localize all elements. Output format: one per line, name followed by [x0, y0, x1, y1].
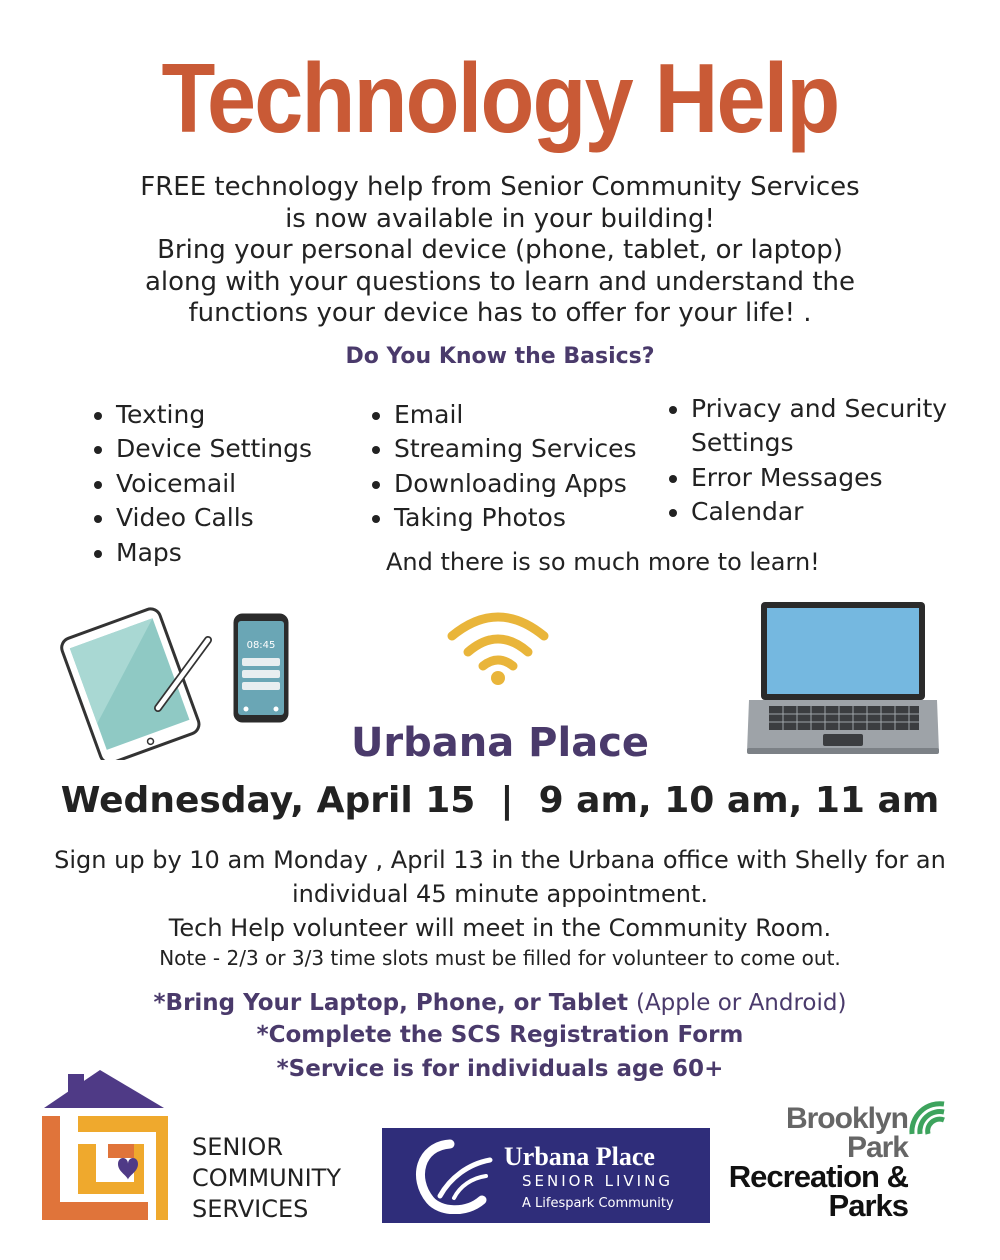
urbana-place-logo [382, 1128, 710, 1223]
topic-item: • Error Messages [691, 461, 991, 495]
topic-item: • Video Calls [116, 501, 312, 535]
signup-line: individual 45 minute appointment. [291, 880, 709, 908]
event-date-times [0, 780, 1000, 821]
topic-item: • Privacy and Security Settings [691, 392, 991, 461]
topic-item: • Taking Photos [394, 501, 636, 535]
topics-column-2 [368, 398, 636, 536]
topic-item: • Texting [116, 398, 312, 432]
intro-line: FREE technology help from Senior Community Services [140, 172, 860, 202]
urbana-swirl-icon [410, 1138, 500, 1214]
signup-line: Sign up by 10 am Monday , April 13 in the Urbana office with Shelly for an [54, 846, 946, 874]
wifi-icon [446, 608, 550, 688]
topic-item: • Device Settings [116, 432, 312, 466]
requirement-bring-device [0, 990, 1000, 1016]
intro-line: Bring your personal device (phone, tablet, or laptop) [157, 235, 843, 265]
urbana-logo-name: Urbana Place [504, 1142, 655, 1171]
scs-logo-text [192, 1132, 341, 1225]
requirement-age: *Service is for individuals age 60+ [276, 1056, 724, 1082]
phone-icon [232, 612, 290, 724]
bp-arcs-icon [904, 1098, 950, 1138]
brooklyn-park-logo-text [700, 1102, 908, 1223]
requirement-form: *Complete the SCS Registration Form [256, 1022, 744, 1048]
urbana-logo-sub: SENIOR LIVING [522, 1172, 673, 1190]
house-logo-icon [38, 1064, 172, 1222]
event-date-times-text: Wednesday, April 15 | 9 am, 10 am, 11 am [60, 780, 940, 821]
intro-line: functions your device has to offer for your life! . [188, 298, 812, 328]
topic-item: • Streaming Services [394, 432, 636, 466]
volunteer-note: Note - 2/3 or 3/3 time slots must be filled for volunteer to come out. [159, 946, 841, 970]
intro-line: along with your questions to learn and understand the [144, 266, 855, 297]
intro-text [60, 172, 940, 330]
requirement-bring-plain: (Apple or Android) [635, 990, 847, 1016]
basics-heading: Do You Know the Basics? [345, 344, 655, 369]
scs-line: COMMUNITY [192, 1164, 341, 1192]
bp-line: Recreation & [728, 1159, 908, 1194]
urbana-logo-tag: A Lifespark Community [522, 1196, 674, 1211]
topics-column-1 [90, 398, 312, 570]
signup-instructions [40, 843, 960, 945]
venue-name: Urbana Place [350, 720, 650, 766]
scs-line: SENIOR [192, 1133, 283, 1161]
topic-item: • Voicemail [116, 467, 312, 501]
phone-time: 08:45 [246, 640, 276, 651]
bp-line: Park [846, 1131, 908, 1164]
bp-line: Brooklyn [785, 1102, 908, 1135]
signup-line: Tech Help volunteer will meet in the Community Room. [168, 914, 832, 942]
topics-column-3 [665, 392, 991, 530]
topic-item: • Maps [116, 536, 312, 570]
requirement-bring-bold: *Bring Your Laptop, Phone, or Tablet [153, 990, 628, 1016]
topic-item: • Email [394, 398, 636, 432]
intro-line: is now available in your building! [285, 203, 715, 234]
page-title: Technology Help [161, 43, 839, 153]
scs-line: SERVICES [192, 1195, 309, 1223]
bp-line: Parks [828, 1188, 908, 1223]
topic-item: • Calendar [691, 495, 991, 529]
more-to-learn-text: And there is so much more to learn! [386, 548, 820, 576]
topic-item: • Downloading Apps [394, 467, 636, 501]
